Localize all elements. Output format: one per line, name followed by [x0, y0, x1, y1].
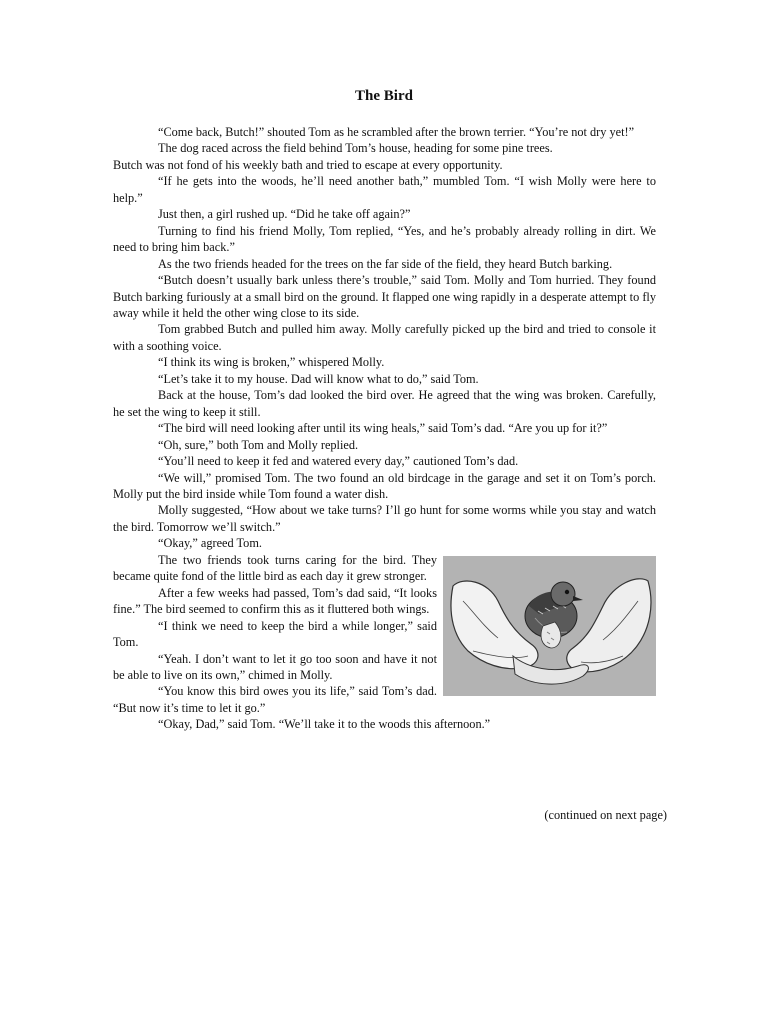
paragraph: “We will,” promised Tom. The two found an old birdcage in the garage and set it on Tom’s porch. Molly put the bird inside while Tom found a water dish.	[113, 470, 656, 501]
paragraph: “I think its wing is broken,” whispered Molly.	[158, 355, 385, 370]
paragraph: “Come back, Butch!” shouted Tom as he scrambled after the brown terrier. “You’re not dry yet!”	[158, 125, 635, 139]
paragraph: “Butch doesn’t usually bark unless there’s trouble,” said Tom. Molly and Tom hurried. They found Butch barking furiously at a small bird on the ground. It flapped one wing rapidly in a desperate attempt to fly away while it held the other wing close to its side.	[113, 273, 656, 320]
paragraph: Turning to find his friend Molly, Tom replied, “Yes, and he’s probably already rolling in dirt. We need to bring him back.”	[113, 223, 656, 255]
paragraph: “Yeah. I don’t want to let it go too soon and have it not be able to live on its own,” chimed in Molly.	[113, 651, 437, 682]
continued-note: (continued on next page)	[544, 808, 667, 822]
paragraph: The two friends took turns caring for the bird. They became quite fond of the little bird as each day it grew stronger.	[113, 552, 437, 584]
paragraph: “If he gets into the woods, he’ll need another bath,” mumbled Tom. “I wish Molly were here to help.”	[113, 174, 656, 205]
paragraph: Butch was not fond of his weekly bath and tried to escape at every opportunity.	[113, 157, 503, 172]
paragraph: Tom grabbed Butch and pulled him away. Molly carefully picked up the bird and tried to console it with a soothing voice.	[113, 322, 656, 353]
paragraph: Back at the house, Tom’s dad looked the bird over. He agreed that the wing was broken. Carefully, he set the wing to keep it still.	[113, 388, 656, 419]
paragraph: The dog raced across the field behind Tom’s house, heading for some pine trees.	[158, 141, 553, 156]
bird-in-hands-illustration	[443, 556, 656, 696]
paragraph: “Okay, Dad,” said Tom. “We’ll take it to the woods this afternoon.”	[158, 717, 491, 732]
paragraph: “Oh, sure,” both Tom and Molly replied.	[158, 437, 359, 452]
paragraph: “The bird will need looking after until its wing heals,” said Tom’s dad. “Are you up for it?”	[158, 421, 608, 436]
paragraph: Just then, a girl rushed up. “Did he take off again?”	[158, 207, 411, 222]
story-body	[113, 124, 656, 733]
paragraph: “Let’s take it to my house. Dad will know what to do,” said Tom.	[158, 371, 479, 386]
paragraph: Molly suggested, “How about we take turns? I’ll go hunt for some worms while you stay and watch the bird. Tomorrow we’ll switch.”	[113, 503, 656, 534]
paragraph: “You’ll need to keep it fed and watered every day,” cautioned Tom’s dad.	[158, 454, 519, 469]
paragraph: “Okay,” agreed Tom.	[158, 536, 262, 551]
paragraph: After a few weeks had passed, Tom’s dad said, “It looks fine.” The bird seemed to confirm this as it fluttered both wings.	[113, 585, 437, 617]
paragraph: “You know this bird owes you its life,” said Tom’s dad. “But now it’s time to let it go.”	[113, 684, 437, 715]
paragraph: As the two friends headed for the trees on the far side of the field, they heard Butch barking.	[158, 256, 613, 271]
story-title: The Bird	[355, 88, 413, 104]
paragraph: “I think we need to keep the bird a while longer,” said Tom.	[113, 618, 437, 650]
